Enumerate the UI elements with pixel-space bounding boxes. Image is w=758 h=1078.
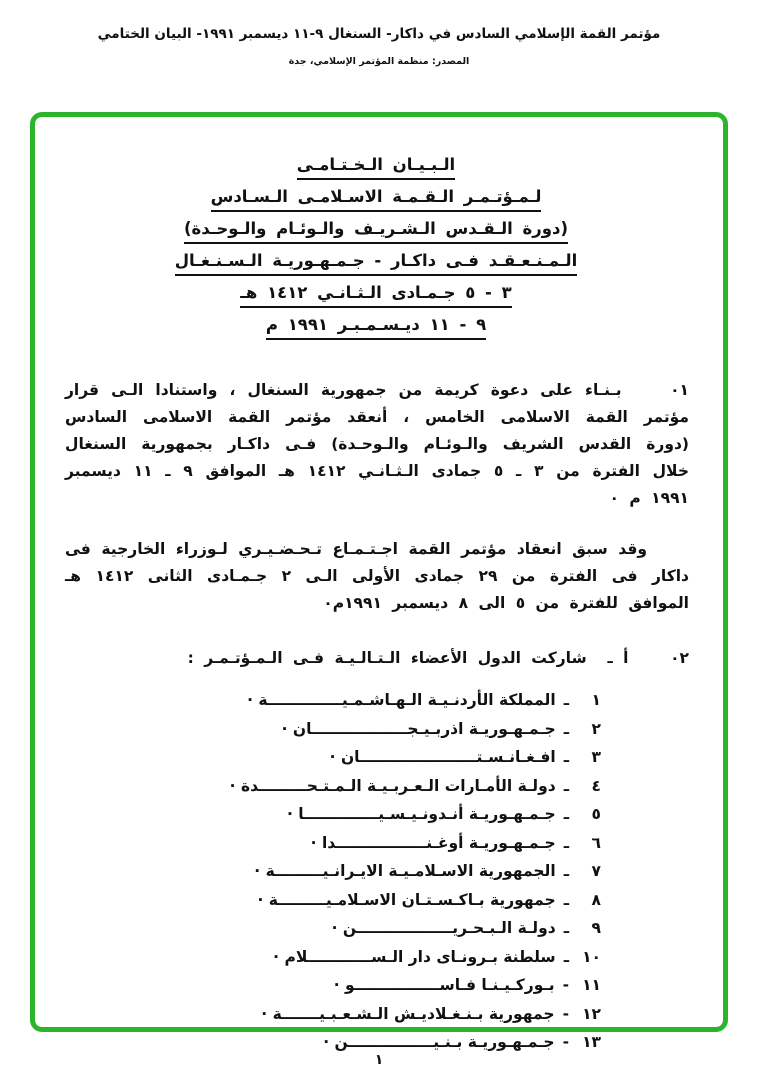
item-number: ١٣	[582, 1033, 601, 1051]
item-separator: -	[562, 976, 569, 994]
item-country-name: الجمهورية الاسـلامـيـة الايـرانـيـــــــــة ·	[254, 862, 556, 880]
item-number: ٣	[591, 748, 601, 766]
list-item	[69, 715, 601, 744]
item-number: ٥	[591, 805, 601, 823]
item-separator: ـ	[563, 748, 569, 766]
item-country-name: افـغـانـسـتــــــــــــــــــــــان ·	[329, 748, 556, 766]
item-country-name: جـمـهـوريـة بـنـيــــــــــــــــن ·	[323, 1033, 555, 1051]
item-country-name: جـمـهـوريـة اذربـيـجــــــــــــــــــان ·	[281, 719, 556, 738]
item-country-name: جـمـهـوريـة أنـدونـيـسـيــــــــــــــا ·	[287, 805, 556, 823]
document-header-title: مؤتمر القمة الإسلامي السادس في داكار- السنغال ٩-١١ ديسمبر ١٩٩١- البيان الختامي	[97, 26, 661, 42]
item-separator: -	[562, 1004, 569, 1023]
paragraph-preparatory-meeting: وقد سبق انعقاد مؤتمر القمة اجـتـمـاع تـحـضـيـري لـوزراء الخارجية فى داكار فى الفترة من ٢٩ جمادى الأولى الـى ٢ جـمـادى الثانى ١٤١٢ هـ الموافق للفترة من ٥ الى ٨ ديسمبر ١٩٩١م٠	[65, 540, 689, 612]
list-item	[69, 886, 601, 915]
item-country-name: جمهورية بـاكـسـتـان الاسـلامـيـــــــــة ·	[257, 890, 556, 909]
item-number: ٤	[591, 776, 601, 795]
document-header-source: المصدر: منظمة المؤتمر الإسلامي، جدة	[288, 56, 470, 67]
item-separator: ـ	[563, 691, 569, 709]
item-country-name: سلطنة بـرونـاى دار الـســــــــــــلام ·	[273, 947, 556, 966]
title-line-5-hijri-date: ٣ - ٥ جـمـادى الـثـانـي ١٤١٢ هـ	[240, 283, 511, 308]
green-border-frame	[30, 112, 728, 1051]
list-item	[69, 800, 601, 829]
item-separator: ـ	[563, 719, 569, 738]
item-country-name: جـمـهـوريـة أوغـنـــــــــــــــــدا ·	[310, 833, 556, 852]
item-number: ١٢	[582, 1004, 601, 1023]
item-number: ١٠	[582, 947, 601, 966]
item-country-name: جمهورية بـنـغـلاديـش الـشـعـبـيـــــــة ·	[261, 1004, 555, 1023]
item-number: ٦	[591, 833, 601, 852]
list-item	[69, 971, 601, 1000]
item-separator: ـ	[563, 776, 569, 795]
title-line-3: (دورة الـقـدس الـشـريـف والـوئـام والـوحـدة)	[184, 219, 568, 244]
item-country-name: المملكة الأردنـيـة الـهـاشـمـيــــــــــــــة ·	[247, 691, 556, 709]
page-number: ١	[374, 1052, 384, 1068]
list-item	[69, 1000, 601, 1029]
item-country-name: بـوركـيـنـا فـاســــــــــــــــو ·	[333, 976, 555, 994]
list-item	[69, 914, 601, 943]
list-item	[69, 743, 601, 772]
page-header	[0, 26, 758, 67]
list-item	[69, 686, 601, 715]
title-line-1: الـبـيـان الـخـتـامـى	[297, 155, 455, 180]
item-number: ٢	[591, 719, 601, 738]
item-country-name: دولـة الأمـارات الـعـربـيـة الـمـتـحـــــــــدة ·	[229, 776, 556, 795]
item-number: ١١	[582, 976, 601, 994]
list-item	[69, 857, 601, 886]
item-separator: ـ	[563, 890, 569, 909]
item-separator: ـ	[563, 862, 569, 880]
communique-title-block	[59, 155, 693, 347]
item-separator: ـ	[563, 805, 569, 823]
item-number: ٩	[591, 919, 601, 937]
title-line-6-gregorian-date: ٩ - ١١ ديـسـمـبـر ١٩٩١ م	[266, 315, 486, 340]
paragraph-01: ٠١ بـنـاء على دعوة كريمة من جمهورية السنغال ، واستنادا الـى قرار مؤتمر القمة الاسلامى الخامس ، أنعقد مؤتمر القمة الاسلامى السادس (دورة القدس الشريف والـوئـام والـوحـدة) فـى داكـار بجمهورية السنغال خلال الفترة من ٣ ـ ٥ جمادى الـثـانـي ١٤١٢ هـ الموافق ٩ ـ ١١ ديسمبر ١٩٩١ م ٠	[65, 381, 690, 507]
title-line-2: لـمـؤتـمـر الـقـمـة الاسـلامـى الـسـادس	[211, 187, 542, 212]
list-item	[69, 772, 601, 801]
title-line-4: الـمـنـعـقـد فـى داكـار - جـمـهـوريـة الـسـنـغـال	[175, 251, 578, 276]
paragraph-02-participants-intro: ٠٢ أ ـ شاركت الدول الأعضاء الـتـالـيـة فـى الـمـؤتـمـر :	[187, 649, 689, 667]
list-item	[69, 943, 601, 972]
item-separator: -	[562, 1033, 569, 1051]
item-number: ١	[591, 691, 601, 709]
item-number: ٨	[591, 890, 601, 909]
item-separator: ـ	[563, 919, 569, 937]
item-number: ٧	[591, 862, 601, 880]
item-country-name: دولـة الـبـحـريــــــــــــــــــن ·	[331, 919, 556, 937]
participants-list	[69, 686, 601, 1057]
list-item	[69, 829, 601, 858]
item-separator: ـ	[563, 947, 569, 966]
item-separator: ـ	[563, 833, 569, 852]
